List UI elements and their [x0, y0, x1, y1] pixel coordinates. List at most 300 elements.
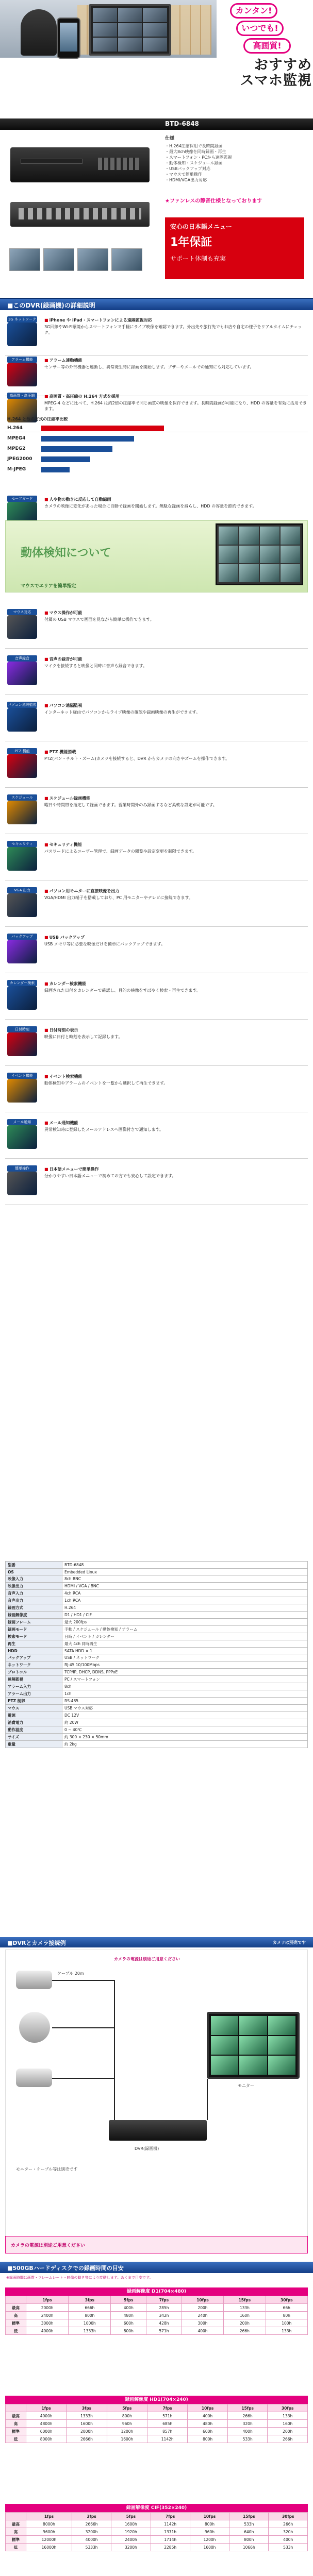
recording-col-header: 5fps	[111, 2296, 146, 2304]
codec-bar-row	[7, 455, 177, 464]
feature-title: ■ iPhone や iPad・スマートフォンによる遠隔監視対応	[44, 317, 307, 323]
codec-bar	[41, 436, 134, 442]
detail-header-title: ■このDVR(録画機)の詳細説明	[7, 302, 95, 309]
spec-key: 検索モード	[6, 1633, 62, 1640]
spec-row	[6, 1583, 308, 1590]
motion-screen-image	[216, 523, 303, 585]
connection-title: ■DVRとカメラ接続例	[7, 1940, 66, 1946]
feature-description: 動体検知やアラームのイベントを一覧から選択して再生できます。	[44, 1081, 168, 1086]
recording-cell: 800h	[190, 2520, 229, 2528]
recording-cell: 571h	[147, 2412, 188, 2420]
spec-key: 音声出力	[6, 1597, 62, 1604]
recording-cell: 200h	[224, 2319, 266, 2327]
spec-row	[6, 1648, 308, 1654]
recording-cell: 160h	[224, 2312, 266, 2319]
codec-bar-row	[7, 424, 177, 433]
feature-description: MPEG-4 などに比べて、H.264 は約2倍の圧縮率で同じ画質の映像を保存できます。長時間録画が可能になり、HDD の容量を有効に活用できます。	[44, 401, 307, 411]
recording-cell: 342h	[146, 2312, 182, 2319]
spec-row	[6, 1741, 308, 1748]
motion-caption: マウスでエリアを簡単指定	[21, 584, 76, 589]
feature-icon-label: 音声録音	[7, 655, 37, 662]
codec-bar-row	[7, 465, 177, 474]
spec-key: 動作温度	[6, 1726, 62, 1734]
feature-row	[0, 654, 313, 696]
spec-row	[6, 1712, 308, 1719]
recording-cell: 400h	[182, 2327, 223, 2335]
thumbnail[interactable]	[43, 248, 74, 271]
spec-value: 約 20W	[62, 1719, 308, 1726]
spec-row	[6, 1726, 308, 1734]
feature-row	[0, 355, 313, 397]
recording-cell: 200h	[268, 2428, 308, 2435]
recording-cell: 800h	[188, 2435, 228, 2443]
feature-text	[44, 842, 307, 854]
recording-quality-label: 低	[6, 2544, 26, 2551]
spec-row	[6, 1626, 308, 1633]
feature-description: VGA/HDMI 出力端子を搭載しており、PC 用モニターやテレビに接続できます。	[44, 895, 193, 900]
feature-text	[44, 317, 307, 335]
recording-cell: 2000h	[67, 2428, 107, 2435]
recording-cell: 266h	[224, 2327, 266, 2335]
recording-note: ※録画時間は画質・フレームレート・映像の動き等により変動します。あくまで目安です。	[6, 2276, 153, 2280]
recording-block	[5, 2504, 308, 2551]
recording-cell: 1371h	[151, 2528, 190, 2536]
product-section	[0, 130, 313, 290]
spec-row	[6, 1612, 308, 1619]
spec-value: BTD-6848	[62, 1562, 308, 1569]
recording-col-header: 30fps	[266, 2296, 307, 2304]
feature-title: ■ イベント検索機能	[44, 1074, 307, 1079]
feature-icon-label: セキュリティ	[7, 841, 37, 847]
spec-key: 音声入力	[6, 1590, 62, 1597]
connection-diagram	[5, 1950, 308, 2253]
spec-value: USB マウス対応	[62, 1705, 308, 1712]
person-image	[21, 9, 57, 56]
recording-cell: 800h	[229, 2536, 269, 2544]
spec-value: TCP/IP, DHCP, DDNS, PPPoE	[62, 1669, 308, 1676]
monitor-image	[89, 4, 171, 56]
recording-cell: 1600h	[107, 2435, 147, 2443]
recording-block	[5, 2287, 308, 2335]
spec-key: 型番	[6, 1562, 62, 1569]
recording-cell: 320h	[227, 2420, 268, 2428]
spec-point: ・H.264圧縮採用で長時間録画	[165, 144, 223, 148]
codec-bar	[41, 426, 164, 431]
spec-value: 約 300 × 230 × 50mm	[62, 1734, 308, 1741]
smartphone-image	[57, 18, 80, 59]
feature-text	[44, 1166, 307, 1179]
recording-cell: 80h	[266, 2312, 307, 2319]
spec-value: 約 2kg	[62, 1741, 308, 1748]
recording-col-header	[6, 2513, 26, 2520]
feature-title: ■ 日本語メニューで簡単操作	[44, 1166, 307, 1172]
spec-key: 録画方式	[6, 1604, 62, 1612]
recording-col-header: 5fps	[107, 2404, 147, 2412]
feature-icon	[7, 795, 37, 824]
feature-text	[44, 795, 307, 808]
spec-value: 8ch BNC	[62, 1575, 308, 1583]
spec-row	[6, 1604, 308, 1612]
recording-cell: 400h	[269, 2536, 308, 2544]
recording-cell: 240h	[182, 2312, 223, 2319]
cable-line	[207, 2079, 208, 2120]
thumbnail[interactable]	[9, 248, 40, 271]
recording-cell: 133h	[268, 2412, 308, 2420]
feature-title: ■ セキュリティ機能	[44, 842, 307, 848]
recording-quality-label: 標準	[6, 2536, 26, 2544]
recording-col-header: 7fps	[146, 2296, 182, 2304]
feature-title: ■ カレンダー検索機能	[44, 981, 307, 987]
connection-camera-note: カメラは別売です	[273, 1940, 306, 1945]
spec-key: 録画解像度	[6, 1612, 62, 1619]
spec-row	[6, 1562, 308, 1569]
feature-text	[44, 935, 307, 947]
feature-icon-label: マウス対応	[7, 609, 37, 615]
spec-key: ネットワーク	[6, 1662, 62, 1669]
cable-line	[52, 1980, 114, 1981]
divider	[5, 1065, 308, 1066]
recording-col-header: 3fps	[67, 2404, 107, 2412]
spec-key: PTZ 制御	[6, 1698, 62, 1705]
recording-row	[6, 2412, 308, 2420]
recording-cell: 800h	[111, 2327, 146, 2335]
recording-quality-label: 高	[6, 2420, 26, 2428]
divider	[5, 926, 308, 927]
recording-cell: 12000h	[26, 2536, 72, 2544]
warranty-box	[165, 217, 304, 279]
feature-row	[0, 747, 313, 788]
spec-key: 映像入力	[6, 1575, 62, 1583]
recording-block	[5, 2396, 308, 2443]
recording-cell: 8000h	[26, 2520, 72, 2528]
spec-value: RS-485	[62, 1698, 308, 1705]
cable-line	[52, 2078, 114, 2079]
feature-icon	[7, 1120, 37, 1149]
cable-line	[114, 1980, 115, 2120]
recording-cell: 1600h	[190, 2544, 229, 2551]
spec-value: 手動 / スケジュール / 動体検知 / アラーム	[62, 1626, 308, 1633]
recording-quality-label: 最高	[6, 2412, 26, 2420]
spec-row	[6, 1690, 308, 1698]
spec-value: DC 12V	[62, 1712, 308, 1719]
feature-text	[44, 981, 307, 993]
cable-label: ケーブル 20m	[57, 1971, 84, 1976]
recording-header-row	[6, 2513, 308, 2520]
recording-cell: 3200h	[111, 2544, 151, 2551]
spec-value: 1ch	[62, 1690, 308, 1698]
feature-title: ■ アラーム連動機能	[44, 358, 307, 363]
feature-description: 録画された日付をカレンダーで確認し、目的の映像をすばやく検索・再生できます。	[44, 988, 201, 993]
feature-icon	[7, 1027, 37, 1056]
feature-title: ■ メール通知機能	[44, 1120, 307, 1126]
recording-cell: 666h	[69, 2304, 111, 2312]
connection-footer-note	[5, 2236, 308, 2253]
recording-row	[6, 2420, 308, 2428]
recording-cell: 480h	[111, 2312, 146, 2319]
feature-row	[0, 1072, 313, 1113]
recording-cell: 9600h	[26, 2528, 72, 2536]
feature-description: インターネット経由でパソコンからライブ映像の確認や録画映像の再生ができます。	[44, 710, 200, 715]
recording-col-header: 30fps	[268, 2404, 308, 2412]
detail-section-header	[0, 298, 313, 310]
spec-row	[6, 1669, 308, 1676]
spec-value: 最大 4ch 同時再生	[62, 1640, 308, 1648]
spec-row	[6, 1633, 308, 1640]
feature-row	[0, 793, 313, 835]
recording-col-header	[6, 2404, 26, 2412]
recording-col-header: 3fps	[69, 2296, 111, 2304]
spec-point: ・HDMI/VGA出力対応	[165, 178, 207, 182]
recording-cell: 1333h	[69, 2327, 111, 2335]
recording-cell: 160h	[268, 2420, 308, 2428]
recording-cell: 266h	[269, 2520, 308, 2528]
recording-cell: 4000h	[26, 2412, 67, 2420]
recording-cell: 2666h	[67, 2435, 107, 2443]
recording-cell: 640h	[229, 2528, 269, 2536]
feature-icon-label: 日付時刻	[7, 1026, 37, 1032]
recording-cell: 2285h	[151, 2544, 190, 2551]
feature-text	[44, 888, 307, 901]
feature-description: 付属の USB マウスで画面を見ながら簡単に操作できます。	[44, 617, 154, 622]
divider	[5, 694, 308, 695]
recording-cell: 1600h	[111, 2520, 151, 2528]
feature-title: ■ スケジュール録画機能	[44, 795, 307, 801]
fanless-note: ★ファンレスの静音仕様となっております	[165, 198, 262, 204]
feature-text	[44, 610, 307, 622]
spec-value: 0 ~ 40℃	[62, 1726, 308, 1734]
recording-cell: 16000h	[26, 2544, 72, 2551]
feature-title: ■ パソコン用モニターに直接映像を出力	[44, 888, 307, 894]
feature-icon-label: 高画質・高圧縮	[7, 393, 37, 399]
dvr-front-image	[10, 147, 150, 182]
model-strip	[0, 118, 313, 130]
thumbnail[interactable]	[77, 248, 108, 271]
feature-title: ■ PTZ 機能搭載	[44, 749, 307, 755]
hero-banner	[0, 0, 313, 118]
feature-title: ■ 音声の録音が可能	[44, 656, 307, 662]
codec-bar	[41, 467, 70, 472]
spec-key: HDD	[6, 1648, 62, 1654]
monitor-image	[207, 2012, 300, 2079]
feature-icon-label: 3G ネットワーク	[8, 317, 37, 321]
spec-row	[6, 1683, 308, 1690]
recording-cell: 571h	[146, 2327, 182, 2335]
feature-text	[44, 1027, 307, 1040]
recording-cell: 800h	[69, 2312, 111, 2319]
feature-row	[0, 1025, 313, 1066]
recording-cell: 480h	[188, 2420, 228, 2428]
model-number: BTD-6848	[165, 120, 199, 127]
recording-cell: 800h	[107, 2412, 147, 2420]
recording-title: ■500GBハードディスクでの録画時間の目安	[7, 2265, 124, 2272]
spec-key: マウス	[6, 1705, 62, 1712]
recording-cell: 400h	[111, 2304, 146, 2312]
camera-image	[16, 1971, 52, 1989]
codec-name: H.264	[7, 426, 23, 431]
recording-row	[6, 2435, 308, 2443]
dvr-image	[109, 2120, 207, 2141]
feature-description: USB メモリ等に必要な映像だけを簡単にバックアップできます。	[44, 942, 166, 946]
spec-value: RJ-45 10/100Mbps	[62, 1662, 308, 1669]
spec-key: 録画フレーム	[6, 1619, 62, 1626]
recording-col-header: 5fps	[111, 2513, 151, 2520]
recording-cell: 533h	[227, 2435, 268, 2443]
motion-detect-title: 動体検知について	[21, 547, 111, 560]
recording-row	[6, 2544, 308, 2551]
recording-cell: 285h	[146, 2304, 182, 2312]
codec-bar	[41, 456, 90, 462]
recording-cell: 100h	[266, 2319, 307, 2327]
spec-point: ・動体検知・スケジュール録画	[165, 161, 223, 165]
recording-cell: 5333h	[72, 2544, 111, 2551]
spec-row	[6, 1619, 308, 1626]
spec-key: サイズ	[6, 1734, 62, 1741]
codec-chart-title: H.264 と他の方式の圧縮率比較	[7, 417, 68, 421]
spec-key: 映像出力	[6, 1583, 62, 1590]
recording-cell: 1142h	[151, 2520, 190, 2528]
recording-quality-label: 高	[6, 2312, 26, 2319]
recording-cell: 400h	[227, 2428, 268, 2435]
badge-quality: 高画質!	[243, 38, 291, 54]
recording-col-header: 15fps	[227, 2404, 268, 2412]
feature-title: ■ USB バックアップ	[44, 935, 307, 940]
badge-anytime: いつでも!	[236, 21, 284, 36]
recording-col-header: 1fps	[26, 2404, 67, 2412]
spec-value: 最大 200fps	[62, 1619, 308, 1626]
spec-value: 8ch	[62, 1683, 308, 1690]
recording-cell: 1714h	[151, 2536, 190, 2544]
hero-title	[222, 58, 312, 89]
recording-cell: 1000h	[69, 2319, 111, 2327]
recording-row	[6, 2312, 308, 2319]
cable-line	[52, 2027, 114, 2028]
spec-key: 再生	[6, 1640, 62, 1648]
feature-title: ■ 日付時刻の表示	[44, 1027, 307, 1033]
spec-row	[6, 1569, 308, 1575]
feature-description: 異常検知時に登録したメールアドレスへ画像付きで通知します。	[44, 1127, 163, 1132]
recording-cell: 2400h	[111, 2536, 151, 2544]
recording-cell: 1200h	[190, 2536, 229, 2544]
spec-table	[5, 1561, 308, 1748]
feature-icon-label: パソコン遠隔監視	[8, 703, 37, 707]
spec-value: D1 / HD1 / CIF	[62, 1612, 308, 1619]
camera-image	[16, 2069, 52, 2087]
recording-quality-label: 標準	[6, 2319, 26, 2327]
feature-text	[44, 1074, 307, 1086]
recording-header	[0, 2262, 313, 2273]
spec-value: 1ch RCA	[62, 1597, 308, 1604]
spec-row	[6, 1575, 308, 1583]
feature-icon	[7, 749, 37, 778]
recording-quality-label: 最高	[6, 2520, 26, 2528]
recording-cell: 3000h	[26, 2319, 69, 2327]
feature-text	[44, 656, 307, 669]
recording-col-header: 7fps	[151, 2513, 190, 2520]
feature-icon-label: カレンダー検索	[7, 980, 37, 986]
recording-cell: 4800h	[26, 2420, 67, 2428]
recording-col-header: 3fps	[72, 2513, 111, 2520]
monitor-label: モニター	[238, 2083, 254, 2088]
spec-key: 消費電力	[6, 1719, 62, 1726]
recording-cell: 133h	[266, 2327, 307, 2335]
recording-col-header: 10fps	[190, 2513, 229, 2520]
codec-name: MPEG4	[7, 436, 26, 441]
spec-value: SATA HDD × 1	[62, 1648, 308, 1654]
feature-icon	[7, 981, 37, 1010]
feature-row	[0, 701, 313, 742]
recording-cell: 600h	[188, 2428, 228, 2435]
recording-cell: 200h	[182, 2304, 223, 2312]
recording-cell: 6000h	[26, 2428, 67, 2435]
warranty-line3: サポート体制も充実	[170, 255, 226, 262]
recording-row	[6, 2520, 308, 2528]
recording-cell: 66h	[266, 2304, 307, 2312]
spec-value: HDMI / VGA / BNC	[62, 1583, 308, 1590]
feature-icon-label: イベント機能	[7, 1073, 37, 1079]
recording-row	[6, 2528, 308, 2536]
feature-icon	[7, 610, 37, 639]
divider	[5, 787, 308, 788]
recording-table	[5, 2296, 308, 2335]
spec-row	[6, 1698, 308, 1705]
badge-easy: カンタン!	[230, 3, 277, 19]
codec-comparison-chart	[7, 416, 177, 476]
feature-title: ■ マウス操作が可能	[44, 610, 307, 616]
recording-cell: 960h	[190, 2528, 229, 2536]
recording-cell: 685h	[147, 2420, 188, 2428]
spec-row	[6, 1640, 308, 1648]
feature-text	[44, 703, 307, 715]
feature-icon-label: バックアップ	[7, 934, 37, 940]
recording-quality-label: 低	[6, 2435, 26, 2443]
spec-value: USB / ネットワーク	[62, 1654, 308, 1662]
recording-quality-label: 高	[6, 2528, 26, 2536]
spec-key: 録画モード	[6, 1626, 62, 1633]
recording-cell: 2000h	[26, 2304, 69, 2312]
codec-bar-row	[7, 434, 177, 444]
connection-note-top: カメラの電源は別途ご用意ください	[114, 1957, 180, 1961]
feature-row	[0, 608, 313, 649]
hero-title-line1: おすすめ	[254, 57, 312, 73]
codec-name: MPEG2	[7, 446, 26, 451]
recording-cell: 1920h	[111, 2528, 151, 2536]
feature-description: 分かりやすい日本語メニューで初めての方でも安心して設定できます。	[44, 1174, 176, 1178]
recording-cell: 960h	[107, 2420, 147, 2428]
recording-table	[5, 2512, 308, 2551]
recording-cell: 300h	[182, 2319, 223, 2327]
feature-icon-label: スケジュール	[7, 794, 37, 801]
feature-description: 3G回線やWi-Fi環境からスマートフォンで手軽にライブ映像を確認できます。外出先や旅行先でもお店や自宅の様子をリアルタイムにチェック。	[44, 325, 302, 335]
recording-col-header: 10fps	[182, 2296, 223, 2304]
hero-title-line2: スマホ監視	[240, 73, 312, 89]
feature-icon	[7, 656, 37, 685]
feature-row	[0, 933, 313, 974]
spec-row	[6, 1705, 308, 1712]
feature-text	[44, 749, 307, 761]
spec-key: 遠隔監視	[6, 1676, 62, 1683]
recording-cell: 133h	[224, 2304, 266, 2312]
feature-title: ■ パソコン遠隔監視	[44, 703, 307, 708]
recording-row	[6, 2304, 308, 2312]
spec-point: ・マウスで簡単操作	[165, 172, 202, 177]
thumbnail[interactable]	[111, 248, 142, 271]
recording-caption: 録画解像度 HD1(704×240)	[5, 2396, 308, 2404]
feature-row	[0, 1118, 313, 1159]
feature-description: マイクを接続すると映像と同時に音声も録音できます。	[44, 664, 147, 668]
recording-header-row	[6, 2296, 308, 2304]
feature-description: 曜日や時間帯を指定して録画できます。営業時間外のみ録画するなど柔軟な設定が可能です。	[44, 803, 217, 807]
recording-caption: 録画解像度 CIF(352×240)	[5, 2504, 308, 2512]
